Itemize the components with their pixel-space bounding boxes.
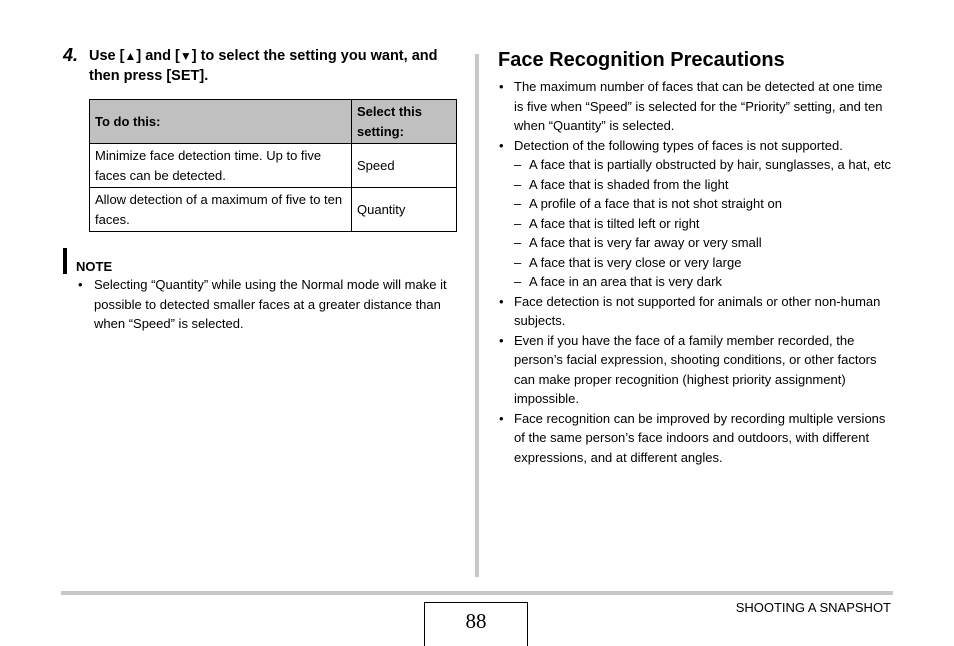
- sub-list-item: – A face that is tilted left or right: [514, 214, 894, 234]
- list-item: • Face recognition can be improved by recording multiple versions of the same person’s face indoors and outdoors, with different expressions, and at different angles.: [498, 409, 894, 468]
- table-cell: Allow detection of a maximum of five to ten faces.: [90, 188, 352, 232]
- settings-table: [89, 99, 457, 232]
- list-item: • Face detection is not supported for animals or other non-human subjects.: [498, 292, 894, 331]
- table-row: [90, 144, 457, 188]
- footer-divider: [61, 591, 893, 595]
- list-item-text: Detection of the following types of faces is not supported.: [514, 137, 843, 153]
- note-item: • Selecting “Quantity” while using the Normal mode will make it possible to detected smaller faces at a greater distance than when “Speed” is selected.: [76, 275, 452, 334]
- sub-list-item: – A face that is very far away or very small: [514, 233, 894, 253]
- note-list: [76, 275, 452, 334]
- list-item: • The maximum number of faces that can be detected at one time is five when “Speed” is selected for the “Priority” setting, and ten when “Quantity” is selected.: [498, 77, 894, 136]
- sub-list-item: – A face that is partially obstructed by hair, sunglasses, a hat, etc: [514, 155, 894, 175]
- note-bar-icon: [63, 248, 67, 274]
- unsupported-faces-list: [514, 155, 894, 292]
- section-title: Face Recognition Precautions: [498, 49, 785, 71]
- step-instruction: [62, 46, 458, 86]
- sub-list-item: – A face that is shaded from the light: [514, 175, 894, 195]
- sub-list-item: – A face that is very close or very large: [514, 253, 894, 273]
- table-cell: Speed: [352, 144, 457, 188]
- column-header-setting: Select this setting:: [352, 100, 457, 144]
- left-column: [62, 45, 458, 331]
- note-label: NOTE: [76, 259, 113, 274]
- precautions-list: [498, 77, 894, 467]
- list-item: • Even if you have the face of a family member recorded, the person’s facial expression, shooting conditions, or other factors can make proper recognition (highest priority assignment) impossible.: [498, 331, 894, 409]
- list-item: [498, 136, 894, 292]
- down-arrow-icon: ▼: [179, 49, 192, 63]
- sub-list-item: – A face in an area that is very dark: [514, 272, 894, 292]
- right-column: [498, 47, 894, 465]
- column-divider: [475, 54, 479, 577]
- table-cell: Quantity: [352, 188, 457, 232]
- column-header-action: To do this:: [90, 100, 352, 144]
- sub-list-item: – A profile of a face that is not shot straight on: [514, 194, 894, 214]
- section-name: SHOOTING A SNAPSHOT: [735, 600, 891, 615]
- step-number: 4.: [63, 45, 79, 65]
- table-row: [90, 188, 457, 232]
- table-header-row: [90, 100, 457, 144]
- table-cell: Minimize face detection time. Up to five faces can be detected.: [90, 144, 352, 188]
- step-text: Use [▲] and [▼] to select the setting you want, and then press [SET].: [89, 48, 438, 84]
- page-number: 88: [424, 602, 528, 646]
- up-arrow-icon: ▲: [124, 49, 137, 63]
